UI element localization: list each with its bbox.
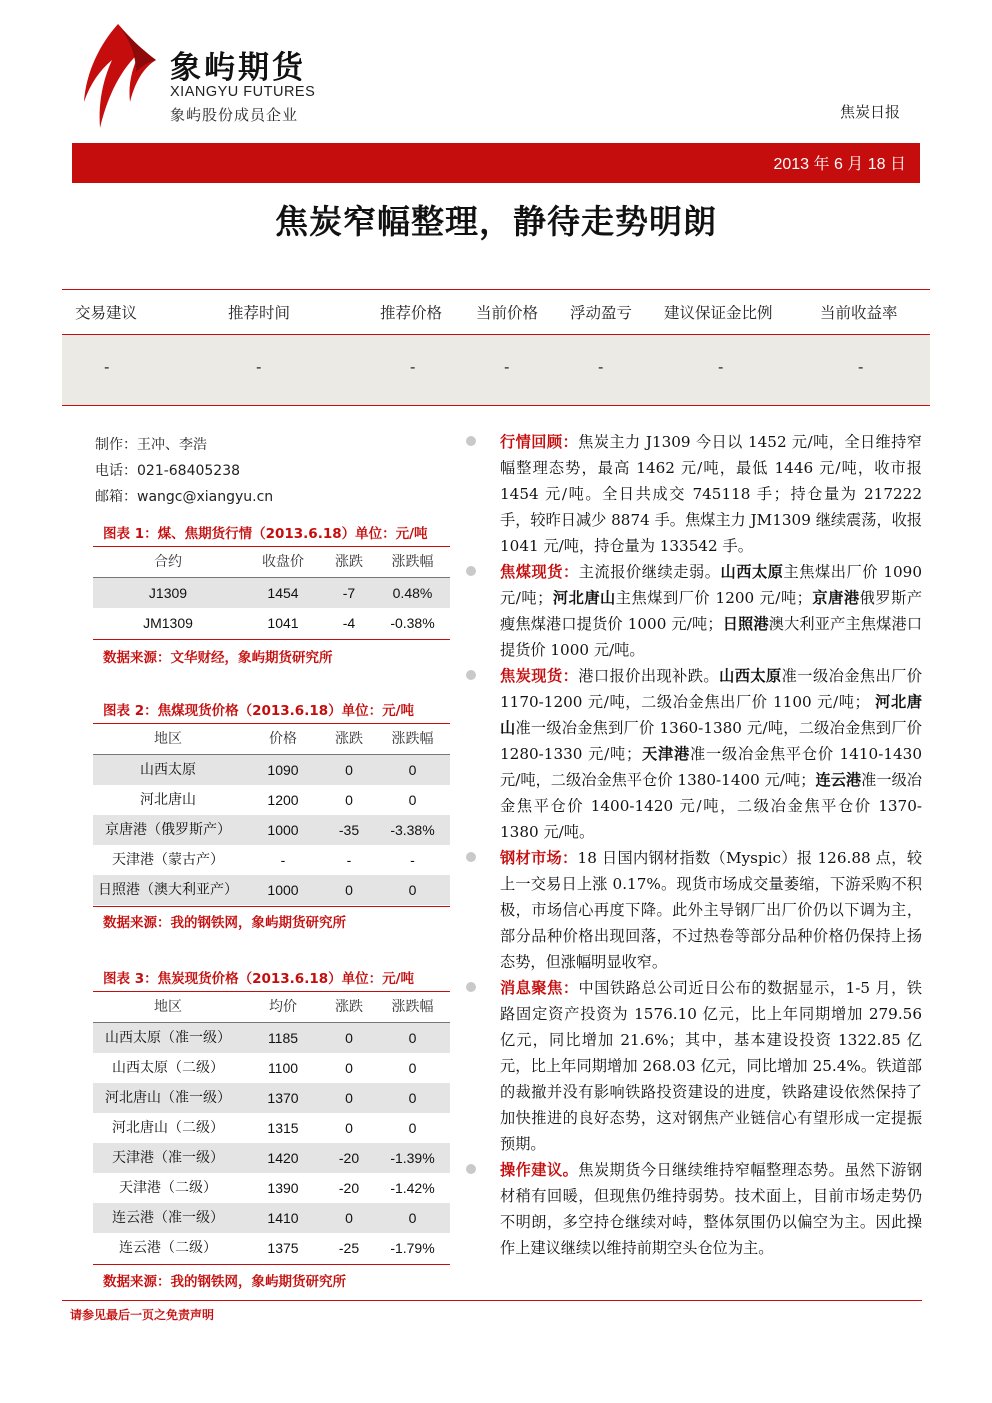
table3-caption: 图表 3：焦炭现货价格（2013.6.18）单位：元/吨 (103, 971, 415, 987)
paragraph-heading: 钢材市场： (500, 849, 578, 867)
table-header: 地区 (154, 999, 182, 1015)
table-cell: 1041 (267, 615, 299, 631)
paragraph-heading: 行情回顾： (500, 433, 579, 451)
table-row (93, 875, 450, 905)
table-cell: -20 (338, 1180, 360, 1196)
rec-value: - (718, 358, 724, 376)
table-header: 涨跌 (335, 731, 363, 747)
paragraph-text (500, 979, 922, 1153)
rec-table-bottom-rule (62, 405, 930, 406)
table-row (93, 1143, 450, 1173)
table-cell: 1000 (267, 822, 299, 838)
paragraph-segment: 准一级冶金焦出厂价 1170-1200 元/吨，二级冶金焦出厂价 1100 元/吨； (500, 667, 923, 711)
table-row (93, 608, 450, 638)
rec-value: - (504, 358, 510, 376)
paragraph-segment: 主流报价继续走弱。 (578, 563, 721, 581)
table2-source: 数据来源：我的钢铁网，象屿期货研究所 (103, 915, 346, 931)
paragraph-segment: 准一级冶金焦到厂价 1360-1380 元/吨，二级冶金焦到厂价 1280-1330 元/吨； (500, 719, 922, 763)
table-header: 涨跌 (335, 554, 363, 570)
paragraph-operation-advice (466, 1157, 922, 1261)
table-cell: 1375 (267, 1240, 299, 1256)
paragraph-text (500, 563, 922, 659)
table-cell: -1.39% (390, 1150, 435, 1166)
table-cell: - (280, 852, 286, 868)
table-row (93, 815, 450, 845)
table-row (93, 1053, 450, 1083)
brand-name-en: XIANGYU FUTURES (170, 84, 316, 100)
paragraph-segment: 主焦煤到厂价 1200 元/吨； (615, 589, 812, 607)
table-header: 涨跌幅 (391, 731, 434, 747)
rec-header-return: 当前收益率 (820, 304, 898, 322)
table-cell: 山西太原 (140, 762, 196, 778)
table-cell: 1090 (267, 762, 299, 778)
page-title: 焦炭窄幅整理，静待走势明朗 (275, 202, 717, 241)
paragraph-segment: 俄罗斯产瘦焦煤港口提货价 1000 元/吨； (500, 589, 923, 633)
table-cell: 1315 (267, 1120, 299, 1136)
bullet-icon (466, 982, 476, 992)
table-cell: 天津港（准一级） (112, 1150, 224, 1166)
rec-header-price: 推荐价格 (380, 304, 443, 322)
table-cell: -20 (338, 1150, 360, 1166)
xiangyu-logo (78, 22, 158, 130)
paragraph-heading: 消息聚焦： (500, 979, 579, 997)
table3-source: 数据来源：我的钢铁网，象屿期货研究所 (103, 1274, 346, 1290)
paragraph-segment: 18 日国内钢材指数（Myspic）报 126.88 点，较上一交易日上涨 0.17%。现货市场成交量萎缩，下游采购不积极，市场信心再度下降。此外主导钢厂出厂价仍以下调为主，部分品种价格出现回落，不过热卷等部分品种价格仍保持上扬态势，但涨幅明显收窄。 (500, 849, 923, 971)
table-cell: 河北唐山 (140, 792, 196, 808)
table-cell: 连云港（二级） (119, 1240, 217, 1256)
table-cell: 天津港（二级） (119, 1180, 217, 1196)
coke-spot-table (93, 991, 450, 1265)
brand-name-cn: 象屿期货 (170, 50, 306, 86)
table-cell: 0 (408, 1210, 417, 1226)
table-header: 涨跌幅 (391, 554, 434, 570)
table-cell: 1185 (267, 1030, 299, 1046)
table-cell: 0 (408, 792, 417, 808)
table-cell: 天津港（蒙古产） (112, 852, 224, 868)
paragraph-coking-coal-spot (466, 559, 922, 663)
table-cell: - (410, 852, 415, 868)
paragraph-text (500, 849, 922, 971)
table-cell: 0 (408, 1120, 417, 1136)
rec-header-current-price: 当前价格 (476, 304, 539, 322)
table-cell: J1309 (148, 585, 188, 601)
paragraph-segment: 准一级冶金焦平仓价 1410-1430 元/吨，二级冶金焦平仓价 1380-1400 元/吨； (500, 745, 922, 789)
paragraph-segment: 焦炭主力 J1309 今日以 1452 元/吨，全日维持窄幅整理态势，最高 1462 元/吨，最低 1446 元/吨，收市报 1454 元/吨。全日共成交 745118 手；持仓量为 217222 手，较昨日减少 8874 手。焦煤主力 JM1309 继续震荡，收报 1041 元/吨，持仓量为 133542 手。 (500, 433, 923, 555)
paragraph-segment: 准一级冶金焦平仓价 1400-1420 元/吨，二级冶金焦平仓价 1370-1380 元/吨。 (500, 771, 922, 841)
place-name: 河北唐山 (500, 693, 922, 737)
rec-value: - (256, 358, 262, 376)
table-cell: 1410 (267, 1210, 299, 1226)
table-cell: -1.79% (390, 1240, 435, 1256)
disclaimer-note[interactable]: 请参见最后一页之免责声明 (70, 1308, 215, 1322)
bullet-icon (466, 852, 476, 862)
table-cell: 京唐港（俄罗斯产） (105, 822, 231, 838)
table-cell: 0 (408, 1030, 417, 1046)
table-cell: 0 (408, 1090, 417, 1106)
table-cell: 山西太原（准一级） (105, 1030, 231, 1046)
bullet-icon (466, 670, 476, 680)
table-header: 涨跌 (335, 999, 363, 1015)
brand-subtitle: 象屿股份成员企业 (170, 106, 299, 124)
paragraph-segment: 澳大利亚产主焦煤港口提货价 1000 元/吨。 (500, 615, 922, 659)
table-row (93, 785, 450, 815)
table-cell: - (346, 852, 352, 868)
rec-table-top-rule (62, 289, 930, 290)
table-cell: -3.38% (390, 822, 435, 838)
futures-quote-table (93, 546, 450, 640)
table-row (93, 1203, 450, 1233)
table-row (93, 578, 450, 608)
paragraph-segment: 主焦煤出厂价 1090 元/吨； (500, 563, 923, 607)
paragraph-segment: 中国铁路总公司近日公布的数据显示，1-5 月，铁路固定资产投资为 1576.10 亿元，比上年同期增加 279.56 亿元，同比增加 21.6%；其中，基本建设投资 1322.85 亿元，比上年同期增加 268.03 亿元，同比增加 25.4%。铁道部的裁撤并没有影响铁路投资建设的进度，铁路建设依然保持了加快推进的良好态势，这对钢焦产业链信心有望形成一定提振预期。 (500, 979, 922, 1153)
author-phone: 电话：021-68405238 (95, 463, 241, 479)
rec-header-margin-ratio: 建议保证金比例 (664, 304, 773, 322)
rec-value: - (104, 358, 110, 376)
table-header: 合约 (154, 554, 182, 570)
rec-value: - (858, 358, 864, 376)
table-row (93, 1113, 450, 1143)
table2-caption: 图表 2：焦煤现货价格（2013.6.18）单位：元/吨 (103, 703, 415, 719)
table-cell: 1390 (267, 1180, 299, 1196)
table-cell: -4 (342, 615, 356, 631)
table-cell: 连云港（准一级） (112, 1210, 224, 1226)
table-cell: 0 (408, 762, 417, 778)
report-type: 焦炭日报 (839, 103, 900, 121)
place-name: 日照港 (722, 615, 769, 633)
table-row (93, 755, 450, 785)
rec-table-value-row (62, 335, 930, 406)
table-cell: 0.48% (392, 585, 433, 601)
place-name: 山西太原 (719, 667, 782, 685)
table-cell: 河北唐山（准一级） (105, 1090, 231, 1106)
table1-caption: 图表 1：煤、焦期货行情（2013.6.18）单位：元/吨 (103, 526, 428, 542)
table-row (93, 1023, 450, 1053)
rec-header-floating-pl: 浮动盈亏 (570, 304, 633, 322)
table-cell: 0 (345, 1120, 353, 1136)
paragraph-text (500, 1161, 922, 1257)
table-row (93, 1233, 450, 1263)
table-header: 地区 (154, 731, 182, 747)
table-cell: 0 (345, 1210, 353, 1226)
bullet-icon (466, 436, 476, 446)
table-cell: 0 (345, 1090, 353, 1106)
paragraph-steel-market (466, 845, 922, 975)
paragraph-text (500, 433, 922, 555)
table-row (93, 1173, 450, 1203)
footer-rule (62, 1300, 922, 1301)
table-cell: 1454 (267, 585, 299, 601)
table-cell: JM1309 (143, 615, 193, 631)
table-row (93, 845, 450, 875)
rec-header-trade-advice: 交易建议 (75, 304, 138, 322)
table-cell: -7 (342, 585, 356, 601)
bullet-icon (466, 566, 476, 576)
table-cell: -25 (338, 1240, 360, 1256)
table-cell: -0.38% (390, 615, 435, 631)
table-header: 收盘价 (262, 554, 304, 570)
table-cell: 1200 (267, 792, 299, 808)
table-cell: 0 (345, 762, 353, 778)
table-cell: 山西太原（二级） (112, 1060, 224, 1076)
rec-value: - (598, 358, 604, 376)
author-email[interactable]: 邮箱：wangc@xiangyu.cn (95, 489, 274, 505)
table-cell: 1000 (267, 882, 299, 898)
table-cell: 0 (345, 792, 353, 808)
place-name: 京唐港 (811, 589, 860, 607)
paragraph-text (500, 667, 922, 841)
table-cell: 河北唐山（二级） (112, 1120, 224, 1136)
paragraph-heading: 焦炭现货： (500, 667, 579, 685)
table-cell: 1100 (267, 1060, 299, 1076)
place-name: 河北唐山 (552, 589, 616, 607)
paragraph-heading: 焦煤现货： (500, 563, 579, 581)
table-header: 均价 (269, 999, 297, 1015)
table-row (93, 1083, 450, 1113)
rec-value: - (410, 358, 416, 376)
table-cell: 0 (408, 1060, 417, 1076)
table-header: 价格 (269, 731, 297, 747)
table-cell: -1.42% (390, 1180, 435, 1196)
paragraph-news-focus (466, 975, 922, 1157)
table-cell: -35 (338, 822, 360, 838)
rec-header-time: 推荐时间 (228, 304, 291, 322)
place-name: 连云港 (815, 771, 862, 789)
table-cell: 1420 (267, 1150, 299, 1166)
paragraph-coke-spot (466, 663, 922, 845)
author-names: 制作：王冲、李浩 (95, 437, 207, 453)
table1-source: 数据来源：文华财经，象屿期货研究所 (103, 650, 333, 666)
table-cell: 0 (408, 882, 417, 898)
paragraph-heading: 操作建议。 (500, 1161, 579, 1179)
paragraph-segment: 焦炭期货今日继续维持窄幅整理态势。虽然下游钢材稍有回暖，但现焦仍维持弱势。技术面上，目前市场走势仍不明朗，多空持仓继续对峙，整体氛围仍以偏空为主。因此操作上建议继续以维持前期空头仓位为主。 (500, 1161, 923, 1257)
bullet-icon (466, 1164, 476, 1174)
coking-coal-spot-table (93, 723, 450, 907)
table-header: 涨跌幅 (391, 999, 434, 1015)
table-cell: 日照港（澳大利亚产） (98, 882, 238, 898)
table-cell: 1370 (267, 1090, 299, 1106)
market-commentary (466, 429, 922, 1261)
table-cell: 0 (345, 882, 353, 898)
paragraph-market-review (466, 429, 922, 559)
table-cell: 0 (345, 1030, 353, 1046)
paragraph-segment: 港口报价出现补跌。 (578, 667, 720, 685)
place-name: 山西太原 (720, 563, 784, 581)
table-cell: 0 (345, 1060, 353, 1076)
place-name: 天津港 (641, 745, 690, 763)
report-date: 2013 年 6 月 18 日 (773, 156, 906, 173)
